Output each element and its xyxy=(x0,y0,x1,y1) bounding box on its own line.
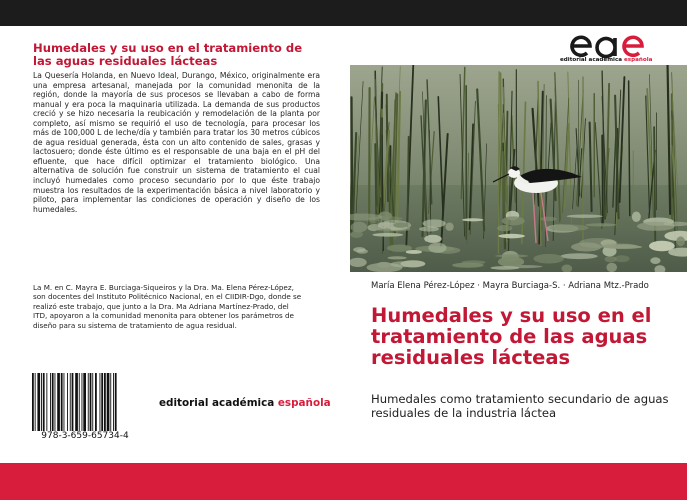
front-cover-subtitle: Humedales como tratamiento secundario de aguas residuales de la industria láctea xyxy=(371,392,669,420)
back-publisher-name xyxy=(159,397,331,409)
top-band xyxy=(0,0,687,26)
bird-in-wetland-photo xyxy=(350,65,687,272)
barcode-icon xyxy=(30,373,140,431)
author-bio: La M. en C. Mayra E. Burciaga-Siqueiros y la Dra. Ma. Elena Pérez-López, son docentes del Instituto Politécnico Nacional, en el CIIDIR-Dgo, donde se realizó este trabajo, que junto a la Dra. Ma Adriana Martínez-Prado, del ITD, apoyaron a la comunidad menonita para obtener los parámetros de diseño para su sistema de tratamiento de agua residual. xyxy=(33,283,302,330)
logo-caption-main: editorial académica xyxy=(560,57,624,63)
front-cover-title: Humedales y su uso en el tratamiento de las aguas residuales lácteas xyxy=(371,304,652,369)
logo-caption-accent: española xyxy=(624,57,653,63)
logo-caption xyxy=(560,57,652,63)
isbn-number: 978-3-659-65734-4 xyxy=(41,431,129,441)
front-cover-authors: María Elena Pérez-López · Mayra Burciaga-S. · Adriana Mtz.-Prado xyxy=(371,281,649,291)
publisher-main: editorial académica xyxy=(159,397,278,409)
publisher-accent: española xyxy=(277,397,331,409)
bottom-band xyxy=(0,463,687,500)
back-cover-abstract: La Quesería Holanda, en Nuevo Ideal, Durango, México, originalmente era una empresa artesanal, manejada por la comunidad menonita de la región, donde la mayoría de sus procesos se llevaban a cabo de forma manual y era poca la maquinaria utilizada. La demanda de sus productos creció y se hizo necesaria la reubicación y remodelación de la planta por completo, así mismo se requirió el uso de tecnología, para procesar los más de 100,000 L de leche/día y también para tratar los 30 metros cúbicos de agua residual generada, ésta con un alto contenido de sales, grasas y lactosuero; donde éste último es el responsable de una baja en el pH del efluente, que hace difícil optimizar el tratamiento biológico. Una alternativa de solución fue construir un sistema de tratamiento el cual incluyó humedales como proceso secundario por lo que éste trabajo muestra los resultados de la experimentación básica a nivel laboratorio y piloto, para implementar las condiciones de operación y diseño de los humedales. xyxy=(33,71,320,214)
back-cover-title: Humedales y su uso en el tratamiento de las aguas residuales lácteas xyxy=(33,41,303,68)
